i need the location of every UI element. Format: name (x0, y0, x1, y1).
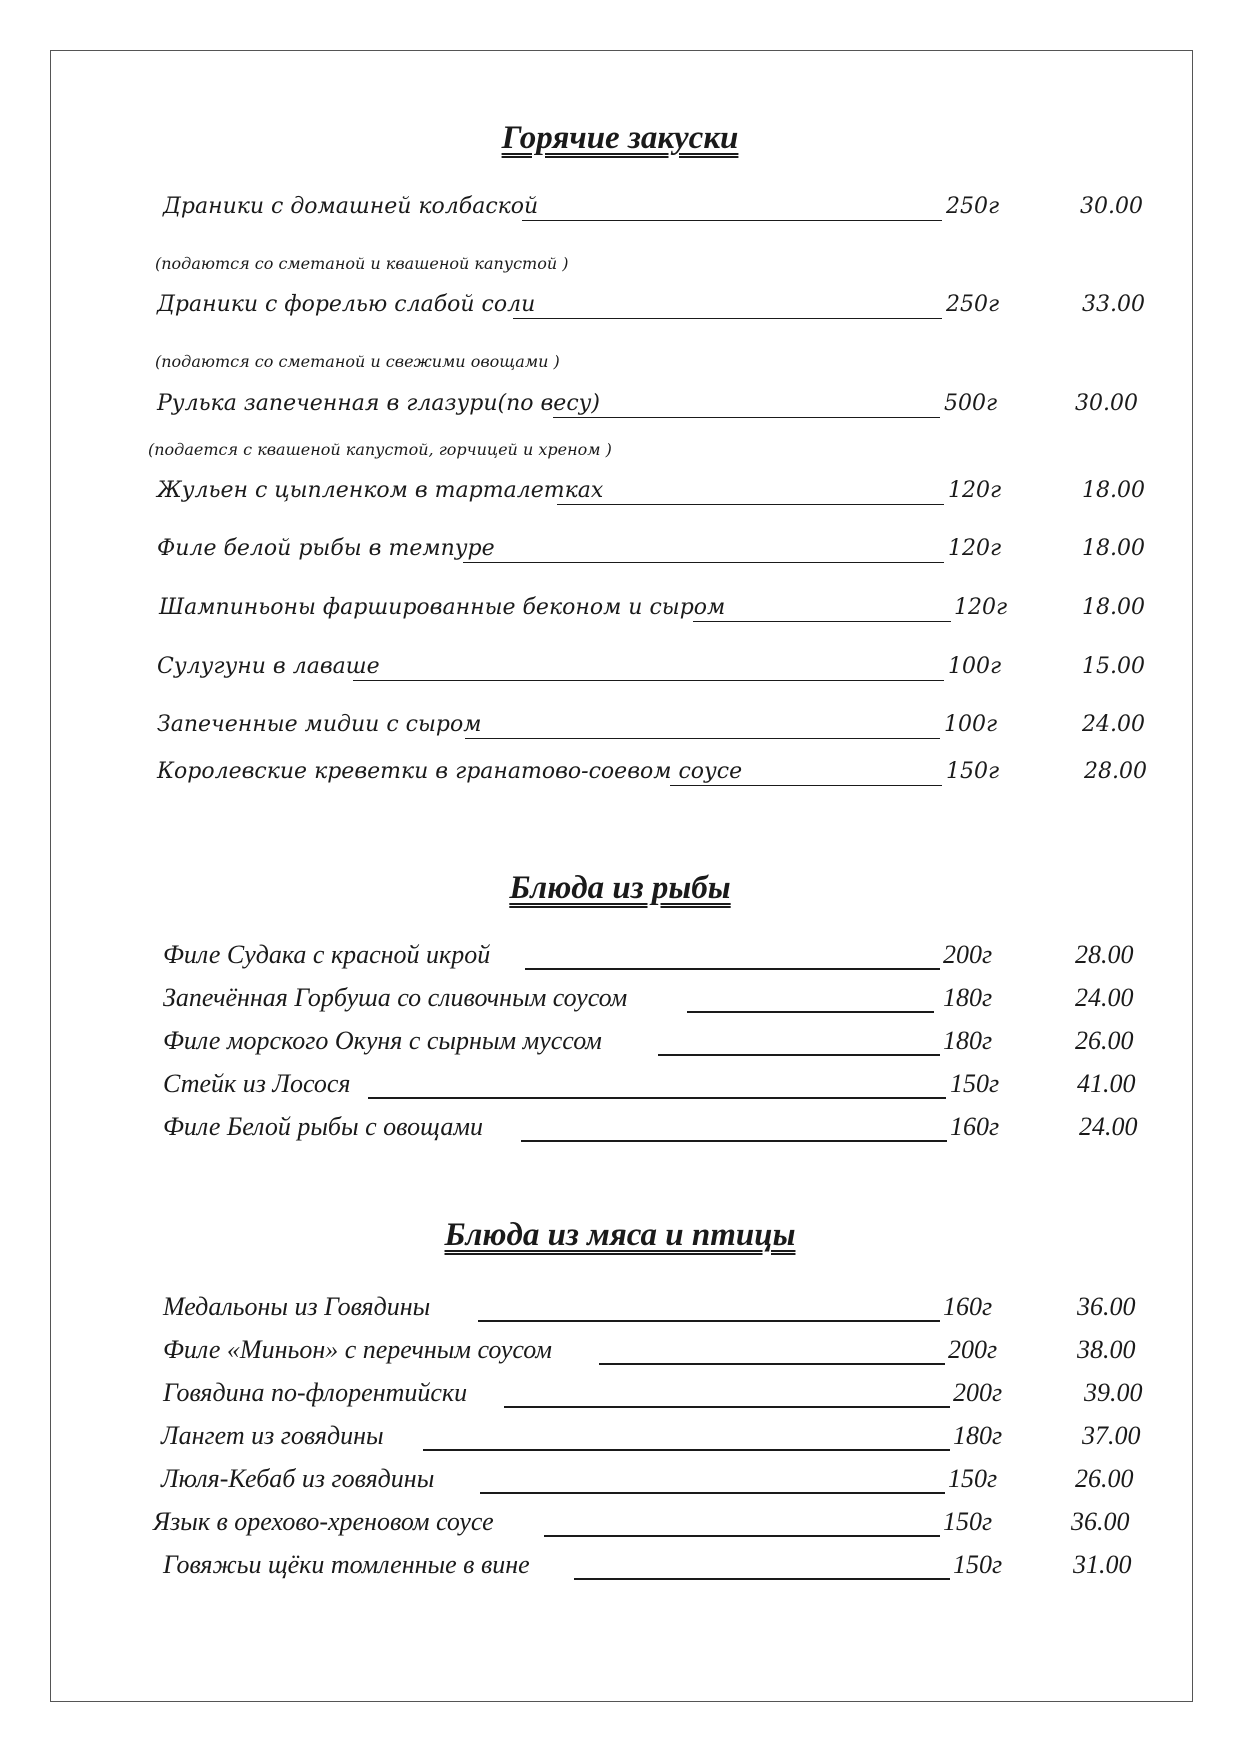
item-price: 18.00 (1082, 595, 1145, 620)
item-price: 31.00 (1073, 1550, 1132, 1579)
item-name: Запеченные мидии с сыром (157, 712, 482, 737)
item-weight: 150г (946, 759, 1000, 784)
leader-line (693, 621, 951, 622)
item-price: 28.00 (1084, 759, 1147, 784)
item-name: Лангет из говядины (161, 1421, 384, 1450)
leader-line (544, 1535, 940, 1537)
item-price: 15.00 (1082, 654, 1145, 679)
item-weight: 160г (950, 1112, 1000, 1141)
item-weight: 120г (948, 536, 1002, 561)
item-name: Стейк из Лосося (163, 1069, 351, 1098)
item-note: (подаются со сметаной и свежими овощами ) (155, 352, 560, 371)
item-name: Филе Судака с красной икрой (163, 940, 491, 969)
item-price: 24.00 (1082, 712, 1145, 737)
item-name: Филе «Миньон» с перечным соусом (163, 1335, 552, 1364)
item-price: 30.00 (1080, 194, 1143, 219)
leader-line (368, 1097, 946, 1099)
item-price: 28.00 (1075, 940, 1134, 969)
item-weight: 180г (943, 983, 993, 1012)
item-price: 33.00 (1082, 292, 1145, 317)
item-name: Драники с домашней колбаской (163, 194, 539, 219)
item-weight: 150г (953, 1550, 1003, 1579)
item-price: 26.00 (1075, 1026, 1134, 1055)
item-name: Говяжьи щёки томленные в вине (163, 1550, 530, 1579)
section-title-fish-dishes: Блюда из рыбы (509, 870, 731, 906)
leader-line (670, 785, 942, 786)
leader-line (553, 417, 940, 418)
item-weight: 180г (953, 1421, 1003, 1450)
item-price: 38.00 (1077, 1335, 1136, 1364)
item-weight: 150г (948, 1464, 998, 1493)
item-weight: 120г (948, 478, 1002, 503)
item-note: (подаются со сметаной и квашеной капустой ) (155, 254, 569, 273)
item-note: (подается с квашеной капустой, горчицей и хреном ) (148, 440, 612, 459)
item-price: 36.00 (1077, 1292, 1136, 1321)
item-name: Рулька запеченная в глазури(по весу) (157, 391, 600, 416)
item-name: Сулугуни в лаваше (157, 654, 380, 679)
leader-line (522, 220, 942, 221)
item-weight: 250г (946, 292, 1000, 317)
item-weight: 120г (954, 595, 1008, 620)
item-price: 24.00 (1079, 1112, 1138, 1141)
item-weight: 200г (943, 940, 993, 969)
leader-line (504, 1406, 950, 1408)
item-name: Драники с форелью слабой соли (157, 292, 536, 317)
item-weight: 160г (943, 1292, 993, 1321)
item-name: Запечённая Горбуша со сливочным соусом (163, 983, 628, 1012)
item-weight: 250г (946, 194, 1000, 219)
item-name: Королевские креветки в гранатово-соевом соусе (157, 759, 743, 784)
item-price: 18.00 (1082, 536, 1145, 561)
item-weight: 200г (948, 1335, 998, 1364)
leader-line (480, 1492, 945, 1494)
leader-line (658, 1054, 940, 1056)
leader-line (465, 738, 940, 739)
section-title-hot-appetizers: Горячие закуски (501, 120, 739, 156)
leader-line (521, 1140, 947, 1142)
item-name: Шампиньоны фаршированные беконом и сыром (159, 595, 726, 620)
item-name: Люля-Кебаб из говядины (161, 1464, 435, 1493)
item-name: Язык в орехово-хреновом соусе (153, 1507, 494, 1536)
item-price: 36.00 (1071, 1507, 1130, 1536)
leader-line (557, 504, 944, 505)
section-title-meat-dishes: Блюда из мяса и птицы (444, 1217, 796, 1253)
leader-line (599, 1363, 945, 1365)
leader-line (574, 1578, 950, 1580)
leader-line (353, 680, 944, 681)
item-price: 30.00 (1075, 391, 1138, 416)
item-weight: 180г (943, 1026, 993, 1055)
leader-line (423, 1449, 950, 1451)
item-weight: 100г (948, 654, 1002, 679)
item-weight: 150г (943, 1507, 993, 1536)
item-price: 41.00 (1077, 1069, 1136, 1098)
item-price: 24.00 (1075, 983, 1134, 1012)
item-weight: 100г (944, 712, 998, 737)
item-name: Медальоны из Говядины (163, 1292, 431, 1321)
item-price: 26.00 (1075, 1464, 1134, 1493)
item-price: 37.00 (1082, 1421, 1141, 1450)
item-name: Говядина по-флорентийски (163, 1378, 468, 1407)
item-name: Филе белой рыбы в темпуре (157, 536, 495, 561)
item-name: Жульен с цыпленком в тарталетках (157, 478, 604, 503)
item-price: 39.00 (1084, 1378, 1143, 1407)
leader-line (525, 968, 940, 970)
leader-line (463, 562, 944, 563)
item-weight: 150г (950, 1069, 1000, 1098)
item-price: 18.00 (1082, 478, 1145, 503)
leader-line (513, 318, 942, 319)
leader-line (478, 1320, 940, 1322)
item-weight: 500г (944, 391, 998, 416)
item-name: Филе морского Окуня с сырным муссом (163, 1026, 602, 1055)
item-weight: 200г (953, 1378, 1003, 1407)
item-name: Филе Белой рыбы с овощами (163, 1112, 483, 1141)
leader-line (687, 1011, 934, 1013)
